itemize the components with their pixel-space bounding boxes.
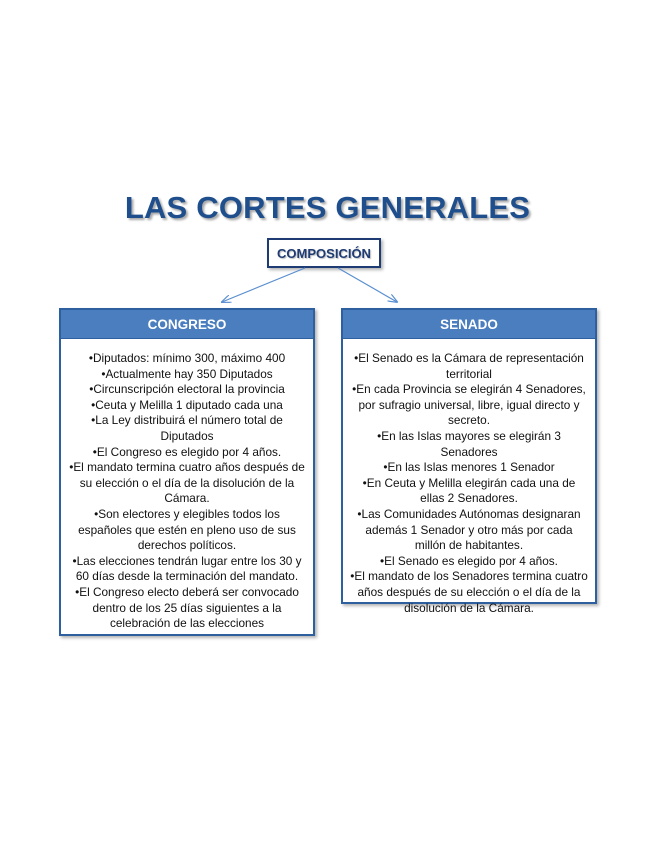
page-title: LAS CORTES GENERALES [124, 190, 531, 225]
congreso-item: •Ceuta y Melilla 1 diputado cada una [91, 397, 283, 412]
congreso-item: •La Ley distribuirá el número total de Diputados [91, 413, 283, 443]
senado-item: •El Senado es la Cámara de representación territorial [354, 351, 584, 381]
arrow-to-congreso [222, 268, 305, 302]
congreso-list [67, 351, 307, 632]
congreso-item: •Son electores y elegibles todos los españoles que estén en pleno uso de sus derechos políticos. [78, 506, 296, 553]
senado-item: •Las Comunidades Autónomas designaran además 1 Senador y otro más por cada millón de habitantes. [357, 506, 581, 553]
congreso-item: •Actualmente hay 350 Diputados [101, 366, 273, 381]
composicion-label: COMPOSICIÓN [277, 245, 371, 261]
congreso-item: •El Congreso es elegido por 4 años. [92, 444, 282, 459]
senado-box [341, 308, 597, 615]
congreso-item: •Diputados: mínimo 300, máximo 400 [88, 351, 286, 365]
senado-item: •El Senado es elegido por 4 años. [380, 553, 558, 568]
senado-item: •En las Islas menores 1 Senador [383, 460, 555, 475]
senado-item: •En Ceuta y Melilla elegirán cada una de ellas 2 Senadores. [362, 475, 576, 506]
senado-list [349, 351, 589, 616]
senado-header: SENADO [343, 310, 595, 339]
senado-item: •El mandato de los Senadores termina cuatro años después de su elección o el día de la disolución de la Cámara. [350, 569, 588, 615]
congreso-item: •El Congreso electo deberá ser convocado dentro de los 25 días siguientes a la celebración de las elecciones [75, 584, 299, 631]
congreso-item: •El mandato termina cuatro años después de su elección o el día de la disolución de la Cámara. [69, 460, 305, 506]
senado-item: •En cada Provincia se elegirán 4 Senadores, por sufragio universal, libre, igual directo y secreto. [352, 382, 586, 428]
congreso-item: •Circunscripción electoral la provincia [89, 382, 285, 397]
congreso-header: CONGRESO [61, 310, 313, 339]
congreso-box [59, 308, 315, 636]
senado-item: •En las Islas mayores se elegirán 3 Senadores [377, 428, 561, 459]
arrow-to-senado [338, 268, 397, 302]
congreso-item: •Las elecciones tendrán lugar entre los 30 y 60 días desde la terminación del mandato. [72, 553, 302, 584]
